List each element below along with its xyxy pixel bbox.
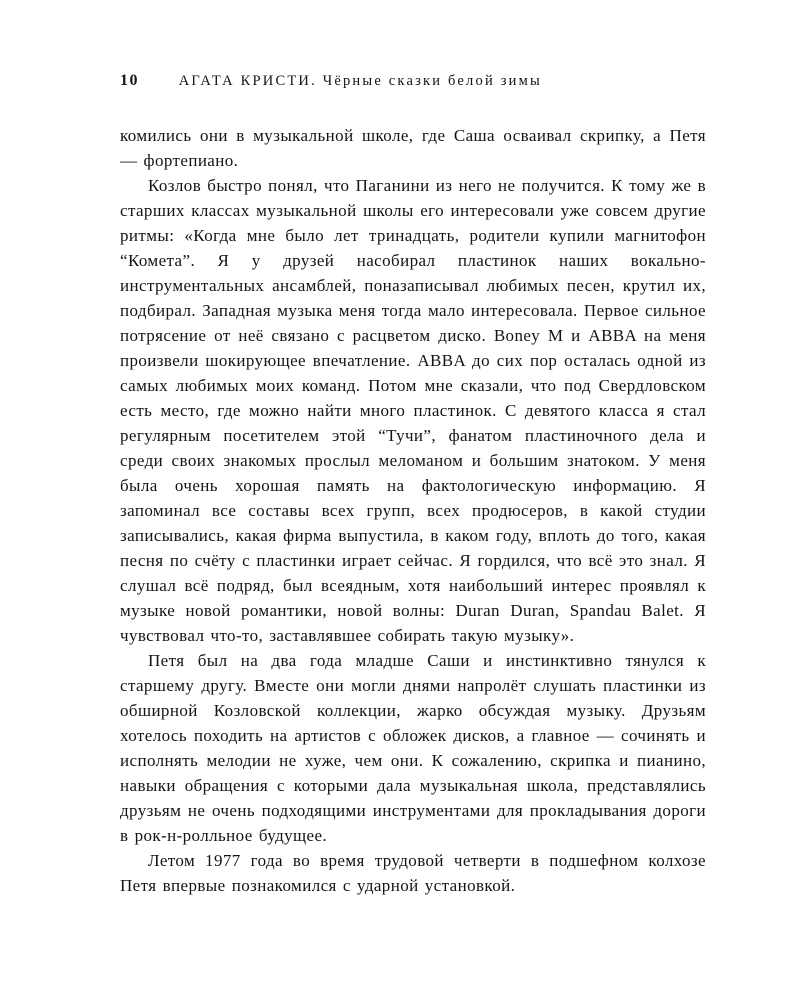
paragraph-kozlov-quote: Козлов быстро понял, что Паганини из него не получится. К тому же в старших классах музыкальной школы его интересовали уже совсем другие ритмы: «Когда мне было лет тринадцать, родители купили магнитофон “Комета”. Я у друзей насобирал пластинок наших вокально-инструментальных ансамблей, поназаписывал любимых песен, крутил их, подбирал. Западная музыка меня тогда мало интересовала. Первое сильное потрясение от неё связано с расцветом диско. Boney M и ABBA на меня произвели шокирующее впечатление. ABBA до сих пор осталась одной из самых любимых моих команд. Потом мне сказали, что под Свердловском есть место, где можно найти много пластинок. С девятого класса я стал регулярным посетителем этой “Тучи”, фанатом пластиночного дела и среди своих знакомых прослыл меломаном и большим знатоком. У меня была очень хорошая память на фактологическую информацию. Я запоминал все составы всех групп, всех продюсеров, в какой студии записывались, какая фирма выпустила, в каком году, вплоть до того, какая песня по счёту с пластинки играет сейчас. Я гордился, что всё это знал. Я слушал всё подряд, был всеядным, хотя наибольший интерес проявлял к музыке новой романтики, новой волны: Duran Duran, Spandau Balet. Я чувствовал что-то, заставлявшее собирать такую музыку». xyxy=(120,176,706,645)
running-title-book: . Чёрные сказки белой зимы xyxy=(311,73,542,89)
page-header xyxy=(120,72,705,90)
page-number: 10 xyxy=(120,72,139,89)
paragraph-continuation: комились они в музыкальной школе, где Саша осваивал скрипку, а Петя — фортепиано. xyxy=(120,126,706,170)
paragraph-summer-1977: Летом 1977 года во время трудовой четверти в подшефном колхозе Петя впервые познакомился с ударной установкой. xyxy=(120,851,706,895)
page-text xyxy=(120,123,706,898)
paragraph-petya: Петя был на два года младше Саши и инстинктивно тянулся к старшему другу. Вместе они могли днями напролёт слушать пластинки из обширной Козловской коллекции, жарко обсуждая музыку. Друзьям хотелось походить на артистов с обложек дисков, а главное — сочинять и исполнять мелодии не хуже, чем они. К сожалению, скрипка и пианино, навыки обращения с которыми дала музыкальная школа, представлялись друзьям не очень подходящими инструментами для прокладывания дороги в рок-н-ролльное будущее. xyxy=(120,651,706,845)
running-title xyxy=(179,73,542,89)
running-title-author: АГАТА КРИСТИ xyxy=(178,73,312,89)
